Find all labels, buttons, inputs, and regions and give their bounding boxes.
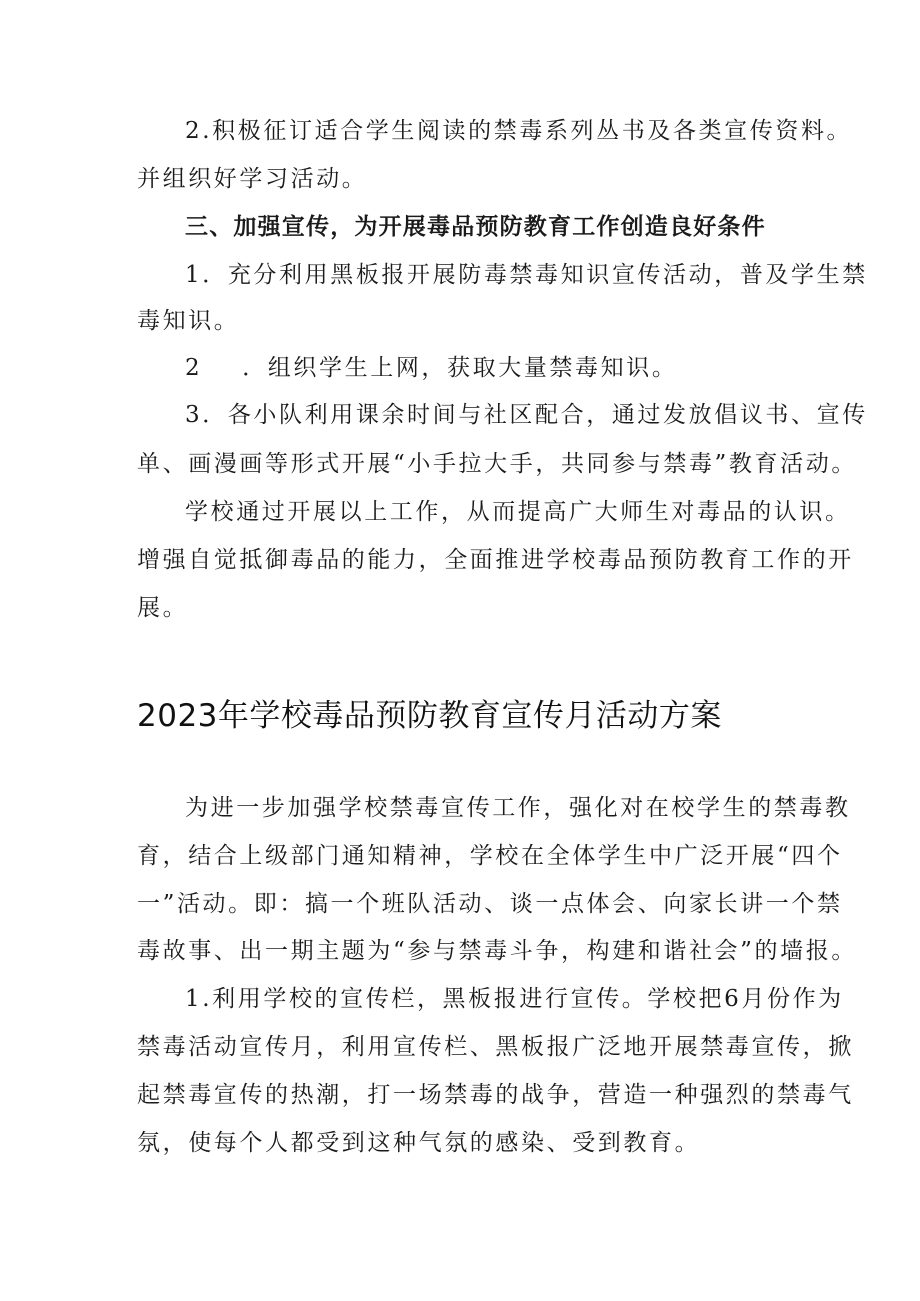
- paragraph-line: 单、画漫画等形式开展“小手拉大手，共同参与禁毒”教育活动。: [137, 451, 857, 477]
- paragraph-line: 一”活动。即：搞一个班队活动、谈一点体会、向家长讲一个禁: [137, 891, 843, 917]
- paragraph-line: 学校通过开展以上工作，从而提高广大师生对毒品的认识。: [185, 499, 851, 525]
- paragraph-line: 育，结合上级部门通知精神，学校在全体学生中广泛开展“四个: [137, 843, 843, 869]
- paragraph-line: 3．各小队利用课余时间与社区配合，通过发放倡议书、宣传: [185, 402, 868, 428]
- paragraph-line: 2.积极征订适合学生阅读的禁毒系列丛书及各类宣传资料。: [185, 118, 853, 144]
- list-item-number: 2: [185, 355, 203, 381]
- paragraph-line: 毒故事、出一期主题为“参与禁毒斗争，构建和谐社会”的墙报。: [137, 938, 857, 964]
- paragraph-line: 禁毒活动宣传月，利用宣传栏、黑板报广泛地开展禁毒宣传，掀: [137, 1034, 854, 1060]
- paragraph-line: 起禁毒宣传的热潮，打一场禁毒的战争，营造一种强烈的禁毒气: [137, 1082, 854, 1108]
- paragraph-line: 1．充分利用黑板报开展防毒禁毒知识宣传活动，普及学生禁: [185, 262, 868, 288]
- paragraph-line: 增强自觉抵御毒品的能力，全面推进学校毒品预防教育工作的开: [137, 547, 854, 573]
- paragraph-line: 并组织好学习活动。: [137, 166, 368, 192]
- paragraph-line: 展。: [137, 595, 189, 621]
- paragraph-line: 为进一步加强学校禁毒宣传工作，强化对在校学生的禁毒教: [185, 795, 851, 821]
- list-item-text: ．组织学生上网，获取大量禁毒知识。: [242, 355, 678, 381]
- section-heading: 三、加强宣传，为开展毒品预防教育工作创造良好条件: [185, 214, 766, 240]
- paragraph-line: 氛，使每个人都受到这种气氛的感染、受到教育。: [137, 1130, 701, 1156]
- paragraph-line: 1.利用学校的宣传栏，黑板报进行宣传。学校把6月份作为: [185, 986, 844, 1012]
- document-title: 2023年学校毒品预防教育宣传月活动方案: [137, 698, 722, 734]
- list-item: [0, 353, 920, 383]
- paragraph-line: 毒知识。: [137, 308, 240, 334]
